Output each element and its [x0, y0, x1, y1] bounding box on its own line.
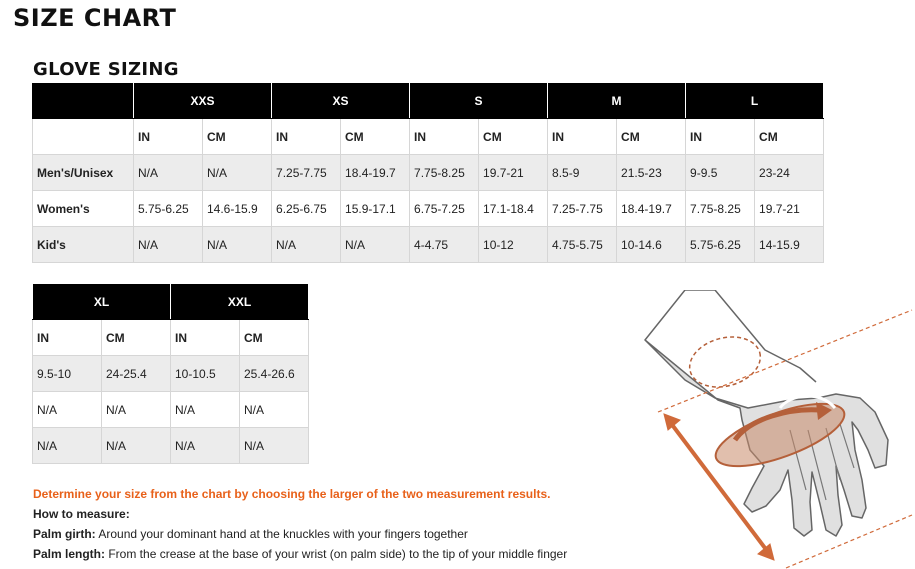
table-cell: N/A [203, 227, 272, 263]
table-cell: 9-9.5 [686, 155, 755, 191]
size-header-xxs: XXS [134, 83, 272, 119]
table-cell: 10-14.6 [617, 227, 686, 263]
table-cell: 25.4-26.6 [240, 356, 309, 392]
table-row-kids [33, 227, 824, 263]
table-cell: 6.25-6.75 [272, 191, 341, 227]
table-cell: 7.25-7.75 [272, 155, 341, 191]
table-cell: N/A [102, 428, 171, 464]
table-cell: 17.1-18.4 [479, 191, 548, 227]
unit-header-in: IN [686, 119, 755, 155]
table-cell: 21.5-23 [617, 155, 686, 191]
table-cell: 4.75-5.75 [548, 227, 617, 263]
table-cell: 7.75-8.25 [410, 155, 479, 191]
section-title: GLOVE SIZING [33, 59, 179, 80]
table-cell: N/A [134, 227, 203, 263]
unit-header-in: IN [272, 119, 341, 155]
glove-size-table-main [32, 82, 824, 263]
hand-measurement-illustration [640, 290, 915, 569]
table-cell: N/A [272, 227, 341, 263]
table-cell: 10-12 [479, 227, 548, 263]
unit-header-in: IN [548, 119, 617, 155]
palm-girth-label: Palm girth: [33, 527, 96, 541]
table-cell: 6.75-7.25 [410, 191, 479, 227]
hand-outline-graphic [645, 290, 888, 536]
table-row [33, 428, 309, 464]
table-row [33, 356, 309, 392]
unit-header-in: IN [134, 119, 203, 155]
table-cell: 15.9-17.1 [341, 191, 410, 227]
size-header-xxl: XXL [171, 284, 309, 320]
table-cell: 5.75-6.25 [134, 191, 203, 227]
table-row-mens-unisex [33, 155, 824, 191]
table-row-womens [33, 191, 824, 227]
palm-length-label: Palm length: [33, 547, 106, 561]
table-cell: 23-24 [755, 155, 824, 191]
how-to-measure-heading [33, 507, 130, 521]
row-label: Women's [33, 191, 134, 227]
size-header-s: S [410, 83, 548, 119]
unit-header-in: IN [171, 320, 240, 356]
how-to-measure-label: How to measure: [33, 507, 130, 521]
table-cell: 19.7-21 [755, 191, 824, 227]
size-header-xl: XL [33, 284, 171, 320]
sizing-instruction: Determine your size from the chart by choosing the larger of the two measurement results. [33, 487, 551, 501]
size-header-m: M [548, 83, 686, 119]
table-cell: 4-4.75 [410, 227, 479, 263]
palm-length-note [33, 547, 567, 561]
table-cell: N/A [171, 428, 240, 464]
table-cell: N/A [102, 392, 171, 428]
table-cell: 18.4-19.7 [341, 155, 410, 191]
table-cell: N/A [240, 392, 309, 428]
unit-header-cm: CM [617, 119, 686, 155]
page-title: SIZE CHART [13, 4, 177, 32]
table-cell: N/A [134, 155, 203, 191]
table-row [33, 392, 309, 428]
palm-girth-text: Around your dominant hand at the knuckles with your fingers together [95, 527, 468, 541]
unit-header-cm: CM [755, 119, 824, 155]
row-label: Men's/Unisex [33, 155, 134, 191]
size-header-xs: XS [272, 83, 410, 119]
table-cell: 8.5-9 [548, 155, 617, 191]
table-cell: N/A [240, 428, 309, 464]
glove-size-table-large [32, 283, 309, 464]
table-cell: 18.4-19.7 [617, 191, 686, 227]
unit-header-cm: CM [479, 119, 548, 155]
unit-blank-cell [33, 119, 134, 155]
table-cell: 14.6-15.9 [203, 191, 272, 227]
table-cell: N/A [33, 428, 102, 464]
table-cell: N/A [341, 227, 410, 263]
unit-header-cm: CM [341, 119, 410, 155]
palm-length-text: From the crease at the base of your wrist (on palm side) to the tip of your middle finger [105, 547, 568, 561]
unit-header-cm: CM [203, 119, 272, 155]
unit-header-in: IN [33, 320, 102, 356]
table-cell: 19.7-21 [479, 155, 548, 191]
table-cell: 5.75-6.25 [686, 227, 755, 263]
unit-header-cm: CM [102, 320, 171, 356]
unit-header-in: IN [410, 119, 479, 155]
header-blank-cell [33, 83, 134, 119]
row-label: Kid's [33, 227, 134, 263]
table-cell: 10-10.5 [171, 356, 240, 392]
size-header-l: L [686, 83, 824, 119]
unit-header-cm: CM [240, 320, 309, 356]
palm-girth-note [33, 527, 468, 541]
table-cell: N/A [203, 155, 272, 191]
table-cell: 7.75-8.25 [686, 191, 755, 227]
table-cell: N/A [171, 392, 240, 428]
table-cell: 14-15.9 [755, 227, 824, 263]
table-cell: 7.25-7.75 [548, 191, 617, 227]
table-cell: N/A [33, 392, 102, 428]
table-cell: 24-25.4 [102, 356, 171, 392]
table-cell: 9.5-10 [33, 356, 102, 392]
